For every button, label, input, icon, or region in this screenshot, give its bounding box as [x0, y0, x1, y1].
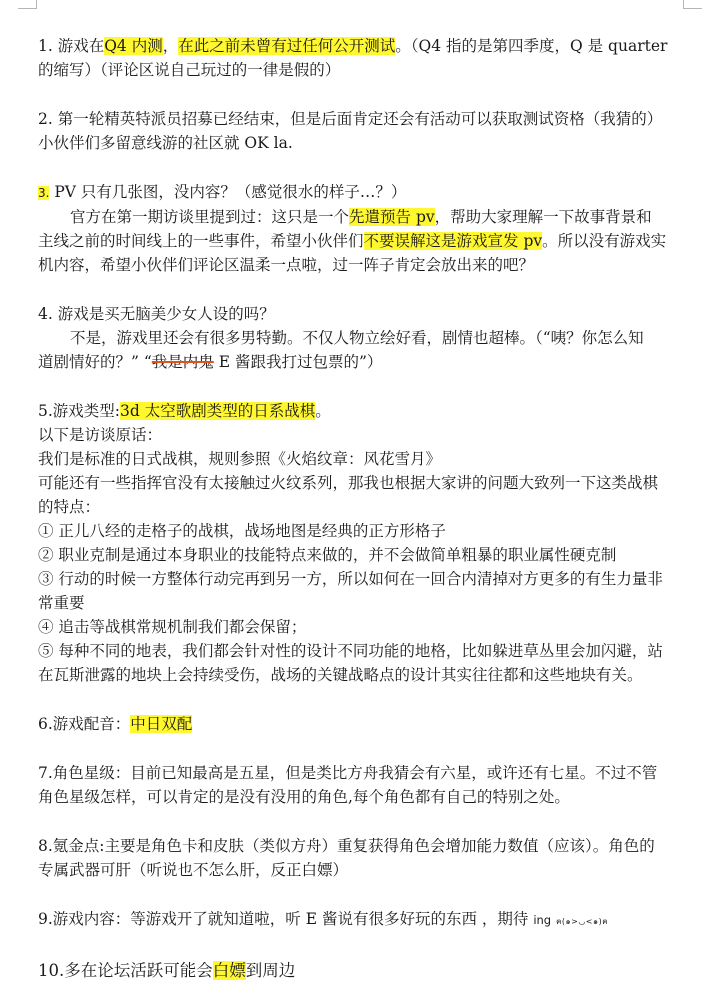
faq-item-4-line-1: 4. 游戏是买无脑美少女人设的吗？ [38, 305, 275, 323]
text: 主线之前的时间线上的一些事件，希望小伙伴们 [38, 232, 364, 250]
faq-item-3-line-2 [38, 205, 694, 229]
faq-item-8-line-2: 专属武器可肝（听说也不怎么肝，反正白嫖） [38, 861, 349, 879]
faq-item-7-line-1: 7.角色星级：目前已知最高是五星，但是类比方舟我猜会有六星，或许还有七星。不过不管 [38, 764, 658, 782]
highlight-free-merch: 白嫖 [212, 961, 246, 980]
text: 10.多在论坛活跃可能会 [38, 961, 213, 980]
faq-item-5-line-1 [38, 399, 694, 423]
faq-item-5 [38, 399, 694, 687]
faq-item-8-line-1: 8.氪金点:主要是角色卡和皮肤（类似方舟）重复获得角色会增加能力数值（应该）。角色的 [38, 837, 655, 855]
strikethrough-text: 我是内鬼 [151, 353, 214, 371]
feature-list-item-3-line-2: 常重要 [38, 594, 85, 612]
faq-item-4 [38, 302, 694, 374]
highlight-game-genre: 3d 太空歌剧类型的日系战棋 [120, 402, 316, 420]
text: 9.游戏内容：等游戏开了就知道啦，听 E 酱说有很多好玩的东西 ，期待 [38, 910, 534, 928]
text: 1. 游戏在 [38, 37, 105, 55]
kaomoji-emoticon: ฅ(๑>◡<๑)ฅ [556, 917, 609, 926]
text: 到周边 [245, 961, 296, 980]
faq-item-9 [38, 907, 694, 934]
faq-item-6 [38, 712, 694, 736]
faq-item-2 [38, 107, 694, 155]
feature-list-item-5-line-2: 在瓦斯泄露的地块上会持续受伤，战场的关键战略点的设计其实往往都和这些地块有关。 [38, 666, 643, 684]
text: 道剧情好的？” “ [38, 353, 152, 371]
faq-item-1 [38, 34, 694, 82]
highlight-item-number: 3. [38, 186, 50, 200]
text: 5.游戏类型: [38, 402, 121, 420]
feature-list-item-3-line-1: ③ 行动的时候一方整体行动完再到另一方，所以如何在一回合内清掉对方更多的有生力量非 [38, 570, 663, 588]
document-body [38, 34, 694, 1006]
faq-item-6-line-1 [38, 712, 694, 736]
faq-item-5-line-5: 的特点： [38, 498, 101, 516]
faq-item-5-line-3: 我们是标准的日式战棋，规则参照《火焰纹章：风花雪月》 [38, 450, 442, 468]
feature-list-item-1: ① 正儿八经的走格子的战棋，战场地图是经典的正方形格子 [38, 522, 446, 540]
text: 6.游戏配音： [38, 715, 131, 733]
text: 。 [315, 402, 331, 420]
page-corner-mark-right [683, 0, 702, 9]
faq-item-2-line-2: 小伙伴们多留意线游的社区就 OK la. [38, 134, 293, 152]
highlight-no-public-test: 在此之前未曾有过任何公开测试 [178, 37, 396, 55]
feature-list-item-2: ② 职业克制是通过本身职业的技能特点来做的，并不会做简单粗暴的职业属性硬克制 [38, 546, 617, 564]
faq-item-3-line-4: 机内容，希望小伙伴们评论区温柔一点啦，过一阵子肯定会放出来的吧？ [38, 256, 535, 274]
text: PV 只有几张图，没内容？（感觉很水的样子…？） [49, 183, 407, 201]
faq-item-3-line-3 [38, 229, 694, 253]
faq-item-3-line-1 [38, 180, 694, 205]
faq-item-7-line-2: 角色星级怎样，可以肯定的是没有没用的角色,每个角色都有自己的特别之处。 [38, 788, 570, 806]
faq-item-3 [38, 180, 694, 277]
feature-list-item-5-line-1: ⑤ 每种不同的地表，我们都会针对性的设计不同功能的地格，比如躲进草丛里会加闪避，站 [38, 642, 663, 660]
faq-item-8 [38, 834, 694, 882]
highlight-teaser-pv: 先遣预告 pv [349, 208, 435, 226]
text: E 酱跟我打过包票的”） [213, 353, 383, 371]
text: 官方在第一期访谈里提到过：这只是一个 [70, 208, 350, 226]
faq-item-10 [38, 959, 694, 983]
text-ing: ing [533, 913, 552, 927]
faq-item-2-line-1: 2. 第一轮精英特派员招募已经结束，但是后面肯定还会有活动可以获取测试资格（我猜的） [38, 110, 663, 128]
text: ， [162, 37, 179, 55]
faq-item-5-line-4: 可能还有一些指挥官没有太接触过火纹系列，那我也根据大家讲的问题大致列一下这类战棋 [38, 474, 659, 492]
text: ，帮助大家理解一下故事背景和 [434, 208, 652, 226]
faq-item-10-line-1 [38, 959, 694, 983]
feature-list-item-4: ④ 追击等战棋常规机制我们都会保留； [38, 618, 307, 636]
text: 。所以没有游戏实 [542, 232, 667, 250]
faq-item-4-line-3 [38, 350, 694, 374]
faq-item-5-line-2: 以下是访谈原话： [38, 426, 163, 444]
highlight-voice-acting: 中日双配 [130, 715, 193, 733]
page-corner-mark-left [18, 0, 37, 9]
text: 。（Q4 指的是第四季度，Q 是 quarter [395, 37, 668, 55]
faq-item-4-line-2: 不是，游戏里还会有很多男特勤。不仅人物立绘好看，剧情也超棒。（“咦？你怎么知 [70, 329, 644, 347]
faq-item-1-line-2: 的缩写）（评论区说自己玩过的一律是假的） [38, 61, 341, 79]
highlight-q4-beta: Q4 内测 [104, 37, 163, 55]
faq-item-1-line-1 [38, 34, 694, 58]
faq-item-9-line-1 [38, 907, 694, 934]
highlight-not-promo-pv: 不要误解这是游戏宣发 pv [363, 232, 543, 250]
faq-item-7 [38, 761, 694, 809]
